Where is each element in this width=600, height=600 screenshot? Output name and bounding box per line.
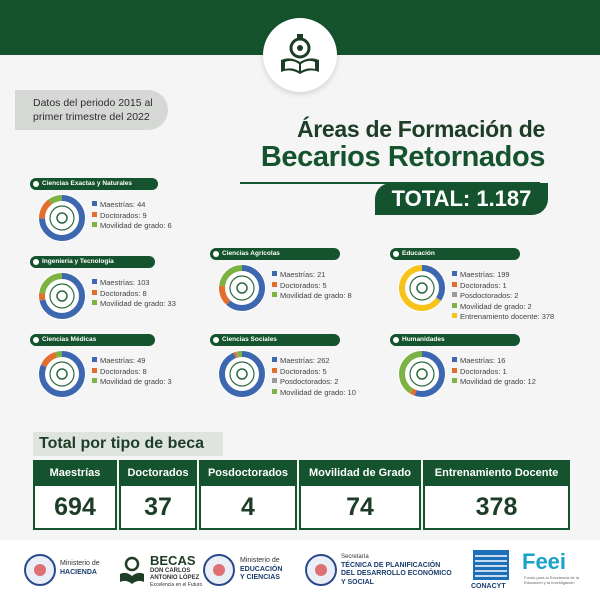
area-legend: [452, 356, 536, 388]
area-label-pill: [390, 334, 520, 346]
area-donut: [398, 350, 446, 398]
area-legend: [92, 356, 172, 388]
area-label-pill: [390, 248, 520, 260]
feei-logo: Feei: [522, 549, 567, 574]
legend-label: Doctorados: 9: [100, 210, 147, 220]
legend-swatch: [452, 313, 457, 318]
legend-label: Doctorados: 8: [100, 366, 147, 376]
legend-label: Doctorados: 1: [460, 280, 507, 290]
area-name: Ingeniería y Tecnología: [42, 258, 114, 265]
legend-label: Maestrías: 16: [460, 356, 506, 365]
summary-value: 74: [299, 486, 421, 530]
legend-item: [272, 367, 356, 378]
area-donut: [38, 350, 86, 398]
legend-item: [92, 200, 172, 211]
legend-item: [272, 281, 352, 292]
legend-swatch: [92, 300, 97, 305]
hacienda-seal-icon: [24, 554, 56, 586]
area-name: Ciencias Sociales: [222, 336, 277, 343]
mec-seal-icon: [203, 554, 235, 586]
area-name: Ciencias Médicas: [42, 336, 97, 343]
legend-item: [272, 377, 356, 388]
legend-swatch: [452, 282, 457, 287]
page-title-line-1: Áreas de Formación de: [296, 116, 545, 142]
area-label-pill: [210, 334, 340, 346]
legend-item: [452, 281, 554, 292]
area-donut: [398, 264, 446, 312]
summary-header: Movilidad de Grado: [299, 460, 421, 486]
area-name: Humanidades: [402, 336, 445, 343]
lab-science-icon: [50, 206, 74, 230]
legend-swatch: [92, 279, 97, 284]
feei-subtitle: Fondo para la Excelencia de la Educación y la Investigación: [524, 575, 579, 585]
stp-seal-icon: [305, 554, 337, 586]
summary-header: Posdoctorados: [199, 460, 297, 486]
legend-swatch: [452, 303, 457, 308]
area-name: Educación: [402, 250, 435, 257]
area-donut: [218, 264, 266, 312]
legend-item: [452, 291, 554, 302]
legend-label: Posdoctorados: 2: [280, 377, 339, 386]
legend-item: [92, 221, 172, 232]
legend-item: [92, 377, 172, 388]
mec-line-1: Ministerio de: [240, 557, 280, 564]
stp-line-4: Y SOCIAL: [341, 578, 374, 586]
legend-label: Posdoctorados: 2: [460, 291, 519, 300]
becas-line-1: BECAS: [150, 553, 196, 568]
legend-label: Movilidad de grado: 10: [280, 387, 356, 397]
total-badge: TOTAL: 1.187: [375, 183, 548, 215]
legend-label: Doctorados: 5: [280, 280, 327, 290]
legend-item: [452, 302, 554, 313]
legend-swatch: [272, 271, 277, 276]
legend-swatch: [92, 212, 97, 217]
legend-label: Maestrías: 44: [100, 200, 146, 209]
summary-header: Entrenamiento Docente: [423, 460, 570, 486]
conacyt-label: CONACYT: [471, 583, 506, 590]
legend-swatch: [272, 368, 277, 373]
medical-icon: [50, 362, 74, 386]
becas-line-3: ANTONIO LÓPEZ: [150, 575, 200, 581]
legend-label: Movilidad de grado: 2: [460, 301, 532, 311]
summary-column: [299, 460, 421, 530]
area-card: [390, 334, 590, 404]
area-donut: [218, 350, 266, 398]
stp-line-1: Secretaría: [341, 554, 369, 560]
legend-label: Movilidad de grado: 12: [460, 377, 536, 386]
legend-item: [452, 356, 536, 367]
area-name: Ciencias Exactas y Naturales: [42, 180, 132, 187]
legend-label: Maestrías: 262: [280, 356, 330, 365]
summary-column: [423, 460, 570, 530]
mec-line-2: EDUCACIÓN: [240, 565, 283, 573]
legend-item: [452, 312, 554, 323]
people-icon: [230, 362, 254, 386]
area-card: [30, 334, 220, 404]
legend-label: Doctorados: 1: [460, 366, 507, 376]
legend-swatch: [272, 378, 277, 383]
stp-logo: [341, 553, 452, 587]
summary-value: 378: [423, 486, 570, 530]
becas-line-4: Excelencia en el Futuro: [150, 582, 203, 588]
page-title-line-2: Becarios Retornados: [260, 141, 545, 173]
area-card: [390, 248, 590, 328]
legend-item: [272, 388, 356, 399]
area-card: [30, 178, 220, 248]
legend-swatch: [272, 389, 277, 394]
area-legend: [272, 270, 352, 302]
hacienda-line-2: HACIENDA: [60, 568, 97, 576]
legend-label: Movilidad de grado: 6: [100, 221, 172, 230]
legend-label: Doctorados: 8: [100, 288, 147, 298]
summary-header: Doctorados: [119, 460, 197, 486]
stp-line-3: DEL DESARROLLO ECONÓMICO: [341, 570, 452, 577]
footer-logos: [0, 540, 600, 600]
summary-value: 4: [199, 486, 297, 530]
legend-label: Maestrías: 103: [100, 278, 150, 287]
legend-swatch: [452, 357, 457, 362]
area-legend: [272, 356, 356, 398]
area-card: [210, 334, 390, 414]
legend-label: Movilidad de grado: 8: [280, 291, 352, 300]
hacienda-line-1: Ministerio de: [60, 560, 100, 567]
summary-value: 37: [119, 486, 197, 530]
head-brain-icon: [410, 276, 434, 300]
period-line-2: primer trimestre del 2022: [33, 111, 150, 123]
legend-item: [92, 299, 176, 310]
legend-swatch: [92, 357, 97, 362]
legend-label: Movilidad de grado: 3: [100, 377, 172, 386]
period-line-1: Datos del periodo 2015 al: [33, 97, 153, 109]
legend-item: [452, 367, 536, 378]
becas-lamp-icon: [118, 554, 146, 586]
area-card: [30, 256, 220, 326]
legend-label: Maestrías: 199: [460, 270, 510, 279]
legend-label: Movilidad de grado: 33: [100, 299, 176, 308]
legend-item: [272, 270, 352, 281]
legend-item: [452, 377, 536, 388]
area-legend: [92, 278, 176, 310]
legend-swatch: [452, 368, 457, 373]
area-label-pill: [30, 178, 158, 190]
plant-icon: [230, 276, 254, 300]
legend-item: [92, 211, 172, 222]
legend-label: Doctorados: 5: [280, 366, 327, 376]
book-lamp-icon: [275, 30, 325, 80]
summary-column: [199, 460, 297, 530]
mec-logo: [240, 557, 282, 583]
legend-item: [272, 356, 356, 367]
legend-swatch: [92, 290, 97, 295]
conacyt-logo-icon: [473, 550, 509, 580]
legend-label: Entrenamiento docente: 378: [460, 312, 555, 321]
area-name: Ciencias Agrícolas: [222, 250, 280, 257]
stp-line-2: TÉCNICA DE PLANIFICACIÓN: [341, 561, 441, 569]
legend-swatch: [92, 378, 97, 383]
area-donut: [38, 194, 86, 242]
legend-item: [92, 367, 172, 378]
legend-swatch: [92, 201, 97, 206]
legend-swatch: [92, 222, 97, 227]
legend-item: [92, 356, 172, 367]
globe-people-icon: [410, 362, 434, 386]
summary-column: [33, 460, 117, 530]
legend-swatch: [272, 292, 277, 297]
summary-column: [119, 460, 197, 530]
legend-item: [452, 270, 554, 281]
summary-table: [33, 460, 570, 530]
legend-swatch: [272, 282, 277, 287]
scholarship-logo: [263, 18, 337, 92]
summary-title: Total por tipo de beca: [33, 432, 223, 456]
summary-value: 694: [33, 486, 117, 530]
period-note: [15, 90, 168, 130]
legend-label: Maestrías: 21: [280, 270, 326, 279]
area-legend: [92, 200, 172, 232]
legend-swatch: [452, 271, 457, 276]
legend-item: [92, 289, 176, 300]
gear-head-icon: [50, 284, 74, 308]
area-label-pill: [30, 256, 155, 268]
area-card: [210, 248, 390, 318]
hacienda-logo: [60, 560, 100, 577]
legend-label: Maestrías: 49: [100, 356, 146, 365]
legend-swatch: [272, 357, 277, 362]
becas-logo: [150, 554, 202, 588]
mec-line-3: Y CIENCIAS: [240, 574, 280, 581]
legend-swatch: [452, 378, 457, 383]
legend-swatch: [452, 292, 457, 297]
area-donut: [38, 272, 86, 320]
area-label-pill: [30, 334, 155, 346]
becas-line-2: DON CARLOS: [150, 568, 191, 574]
summary-header: Maestrías: [33, 460, 117, 486]
legend-swatch: [92, 368, 97, 373]
legend-item: [92, 278, 176, 289]
area-label-pill: [210, 248, 340, 260]
area-legend: [452, 270, 554, 323]
legend-item: [272, 291, 352, 302]
